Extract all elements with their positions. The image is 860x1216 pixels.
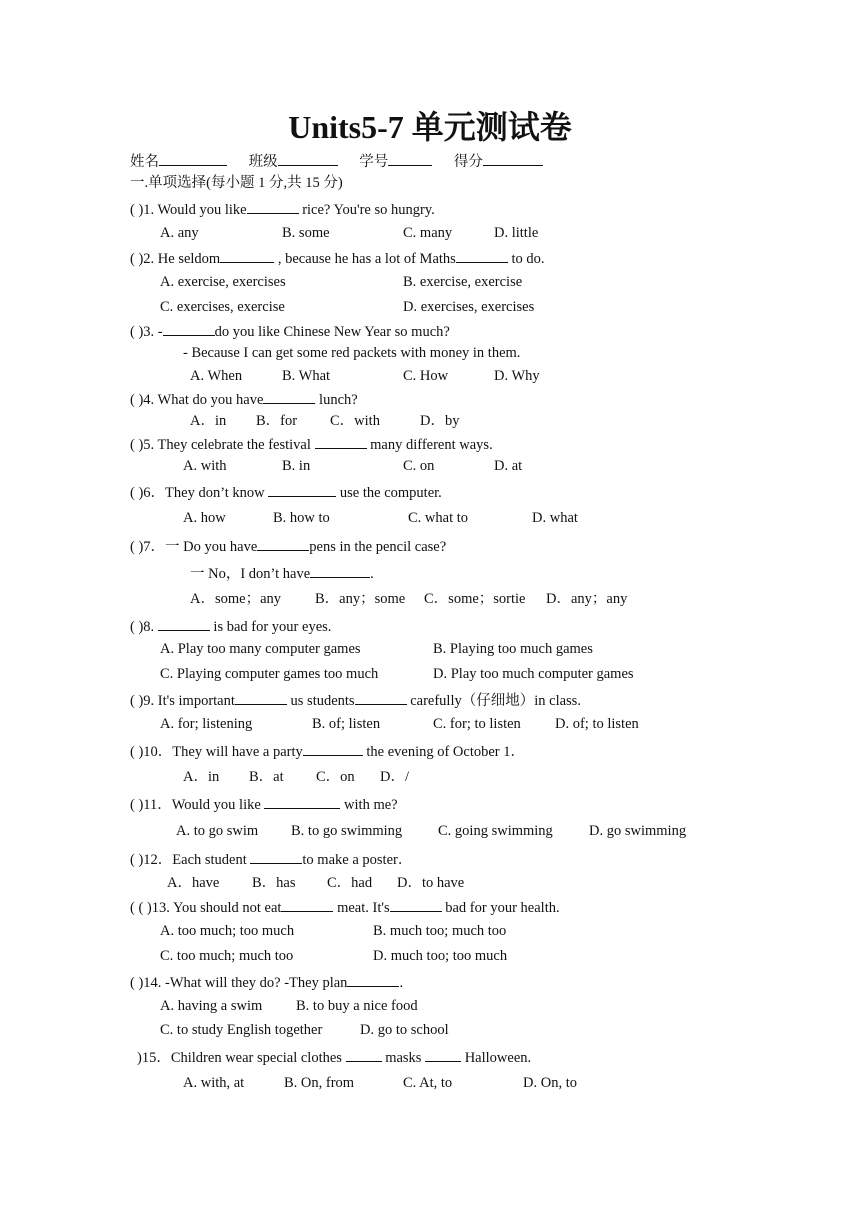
option-c[interactable]: C. what to <box>408 510 469 526</box>
question-text: to do. <box>507 251 545 267</box>
option-b[interactable]: B．at <box>249 769 284 785</box>
question-7-response <box>190 565 374 582</box>
question-3-response: - Because I can get some red packets with money in them. <box>183 345 521 361</box>
question-text: ( )8. <box>130 619 158 635</box>
option-c[interactable]: C．on <box>316 769 355 785</box>
option-d[interactable]: D．/ <box>380 769 409 785</box>
option-c[interactable]: C. exercises, exercise <box>160 299 285 315</box>
option-a[interactable]: A. exercise, exercises <box>160 274 286 290</box>
option-c[interactable]: C．some；sortie <box>424 591 526 607</box>
option-c[interactable]: C. going swimming <box>438 823 553 839</box>
option-b[interactable]: B．has <box>252 875 296 891</box>
option-a[interactable]: A. When <box>190 368 243 384</box>
option-a[interactable]: A. Play too many computer games <box>160 641 361 657</box>
option-a[interactable]: A．in <box>190 413 227 429</box>
question-text: carefully（仔细地）in class. <box>406 693 581 709</box>
student-id-blank[interactable] <box>388 153 432 166</box>
question-6 <box>130 484 442 501</box>
question-15 <box>137 1049 531 1066</box>
answer-blank[interactable] <box>355 692 407 705</box>
answer-blank[interactable] <box>425 1049 461 1062</box>
option-d[interactable]: D. at <box>494 458 523 474</box>
question-text: ( )4. What do you have <box>130 392 264 408</box>
option-b[interactable]: B. much too; much too <box>373 923 507 939</box>
question-text: ( )7．一 Do you have <box>130 539 258 555</box>
option-d[interactable]: D. On, to <box>523 1075 577 1091</box>
question-4 <box>130 391 358 408</box>
answer-blank[interactable] <box>163 323 215 336</box>
question-9 <box>130 692 581 709</box>
question-14 <box>130 974 403 991</box>
student-info-row <box>130 153 543 170</box>
student-id-field[interactable] <box>359 153 432 170</box>
option-d[interactable]: D. Why <box>494 368 540 384</box>
question-text: is bad for your eyes. <box>209 619 332 635</box>
answer-blank[interactable] <box>303 743 363 756</box>
question-text: rice? You're so hungry. <box>298 202 435 218</box>
option-a[interactable]: A. to go swim <box>176 823 259 839</box>
answer-blank[interactable] <box>263 391 315 404</box>
option-a[interactable]: A. any <box>160 225 199 241</box>
option-d[interactable]: D．to have <box>397 875 465 891</box>
question-text: the evening of October 1． <box>362 744 526 760</box>
option-c[interactable]: C. on <box>403 458 435 474</box>
option-d[interactable]: D. exercises, exercises <box>403 299 535 315</box>
option-b[interactable]: B. On, from <box>284 1075 355 1091</box>
option-b[interactable]: B. in <box>282 458 311 474</box>
option-b[interactable]: B. to buy a nice food <box>296 998 418 1014</box>
option-a[interactable]: A. how <box>183 510 226 526</box>
question-text: ( )11．Would you like <box>130 797 265 813</box>
option-b[interactable]: B. Playing too much games <box>433 641 593 657</box>
option-d[interactable]: D．by <box>420 413 460 429</box>
option-c[interactable]: C. Playing computer games too much <box>160 666 379 682</box>
question-text: ( )6．They don’t know <box>130 485 269 501</box>
question-text: ( )9. It's important <box>130 693 235 709</box>
option-d[interactable]: D. what <box>532 510 578 526</box>
question-7 <box>130 538 446 555</box>
option-c[interactable]: C. for; to listen <box>433 716 521 732</box>
question-text: . <box>399 975 404 991</box>
question-3 <box>130 323 450 340</box>
question-13 <box>130 899 560 916</box>
option-b[interactable]: B. to go swimming <box>291 823 403 839</box>
question-text: ( )5. They celebrate the festival <box>130 437 315 453</box>
score-blank[interactable] <box>483 153 543 166</box>
question-text: masks <box>381 1050 426 1066</box>
question-text: with me? <box>340 797 398 813</box>
option-d[interactable]: D. much too; too much <box>373 948 508 964</box>
question-text: ( )10．They will have a party <box>130 744 303 760</box>
name-blank[interactable] <box>159 153 227 166</box>
option-c[interactable]: C. At, to <box>403 1075 453 1091</box>
option-a[interactable]: A. too much; too much <box>160 923 295 939</box>
answer-blank[interactable] <box>264 796 340 809</box>
option-c[interactable]: C. How <box>403 368 449 384</box>
question-text: ( ( )13. You should not eat <box>130 900 282 916</box>
question-text: pens in the pencil case? <box>309 539 447 555</box>
answer-blank[interactable] <box>456 250 508 263</box>
question-12 <box>130 851 412 868</box>
question-text: ( )14. -What will they do? -They plan <box>130 975 348 991</box>
question-text: ( )2. He seldom <box>130 251 221 267</box>
question-text: ( )1. Would you like <box>130 202 247 218</box>
option-c[interactable]: C．had <box>327 875 373 891</box>
question-text: ( )3. - <box>130 324 163 340</box>
question-text: , because he has a lot of Maths <box>274 251 456 267</box>
section-heading: 一.单项选择(每小题 1 分,共 15 分) <box>130 175 343 191</box>
question-text: us students <box>286 693 355 709</box>
option-a[interactable]: A．in <box>183 769 220 785</box>
score-field[interactable] <box>454 153 543 170</box>
name-field[interactable] <box>130 153 227 170</box>
option-d[interactable]: D. go swimming <box>589 823 687 839</box>
answer-blank[interactable] <box>281 899 333 912</box>
option-b[interactable]: B. how to <box>273 510 330 526</box>
option-d[interactable]: D. of; to listen <box>555 716 639 732</box>
answer-blank[interactable] <box>268 484 336 497</box>
class-field[interactable] <box>249 153 338 170</box>
answer-blank[interactable] <box>310 565 370 578</box>
student-id-label: 学号 <box>359 154 389 170</box>
question-1 <box>130 201 435 218</box>
question-text: Halloween. <box>461 1050 532 1066</box>
option-a[interactable]: A．have <box>167 875 220 891</box>
option-b[interactable]: B．for <box>256 413 298 429</box>
option-a[interactable]: A. having a swim <box>160 998 263 1014</box>
question-text: do you like Chinese New Year so much? <box>214 324 450 340</box>
question-text: ( )12．Each student <box>130 852 251 868</box>
answer-blank[interactable] <box>315 436 367 449</box>
name-label: 姓名 <box>130 154 159 170</box>
option-b[interactable]: B．any；some <box>315 591 406 607</box>
class-blank[interactable] <box>278 153 338 166</box>
answer-blank[interactable] <box>257 538 309 551</box>
option-a[interactable]: A. with <box>183 458 227 474</box>
option-a[interactable]: A．some；any <box>190 591 282 607</box>
question-text: . <box>370 566 374 582</box>
answer-blank[interactable] <box>247 201 299 214</box>
question-5 <box>130 436 493 453</box>
option-d[interactable]: D. go to school <box>360 1022 449 1038</box>
question-text: lunch? <box>315 392 358 408</box>
option-b[interactable]: B. What <box>282 368 331 384</box>
question-text: many different ways. <box>366 437 493 453</box>
option-a[interactable]: A. with, at <box>183 1075 245 1091</box>
question-text: 一 No，I don’t have <box>190 566 311 582</box>
answer-blank[interactable] <box>347 974 399 987</box>
answer-blank[interactable] <box>390 899 442 912</box>
option-c[interactable]: C. to study English together <box>160 1022 323 1038</box>
question-11 <box>130 796 398 813</box>
option-d[interactable]: D. little <box>494 225 539 241</box>
question-text: to make a poster． <box>302 852 413 868</box>
option-b[interactable]: B. exercise, exercise <box>403 274 523 290</box>
answer-blank[interactable] <box>235 692 287 705</box>
question-text: meat. It's <box>333 900 390 916</box>
question-2 <box>130 250 544 267</box>
class-label: 班级 <box>248 154 278 170</box>
question-10 <box>130 743 525 760</box>
option-c[interactable]: C．with <box>330 413 380 429</box>
option-d[interactable]: D. Play too much computer games <box>433 666 634 682</box>
option-c[interactable]: C. too much; much too <box>160 948 294 964</box>
question-text: )15．Children wear special clothes <box>137 1050 346 1066</box>
answer-blank[interactable] <box>158 618 210 631</box>
question-8 <box>130 618 331 635</box>
option-b[interactable]: B. some <box>282 225 330 241</box>
answer-blank[interactable] <box>346 1049 382 1062</box>
option-a[interactable]: A. for; listening <box>160 716 253 732</box>
page-title: Units5-7 单元测试卷 <box>288 109 572 145</box>
option-d[interactable]: D．any；any <box>546 591 628 607</box>
option-b[interactable]: B. of; listen <box>312 716 381 732</box>
answer-blank[interactable] <box>220 250 274 263</box>
question-text: use the computer. <box>336 485 442 501</box>
score-label: 得分 <box>453 154 483 170</box>
answer-blank[interactable] <box>250 851 302 864</box>
question-text: bad for your health. <box>441 900 560 916</box>
option-c[interactable]: C. many <box>403 225 453 241</box>
